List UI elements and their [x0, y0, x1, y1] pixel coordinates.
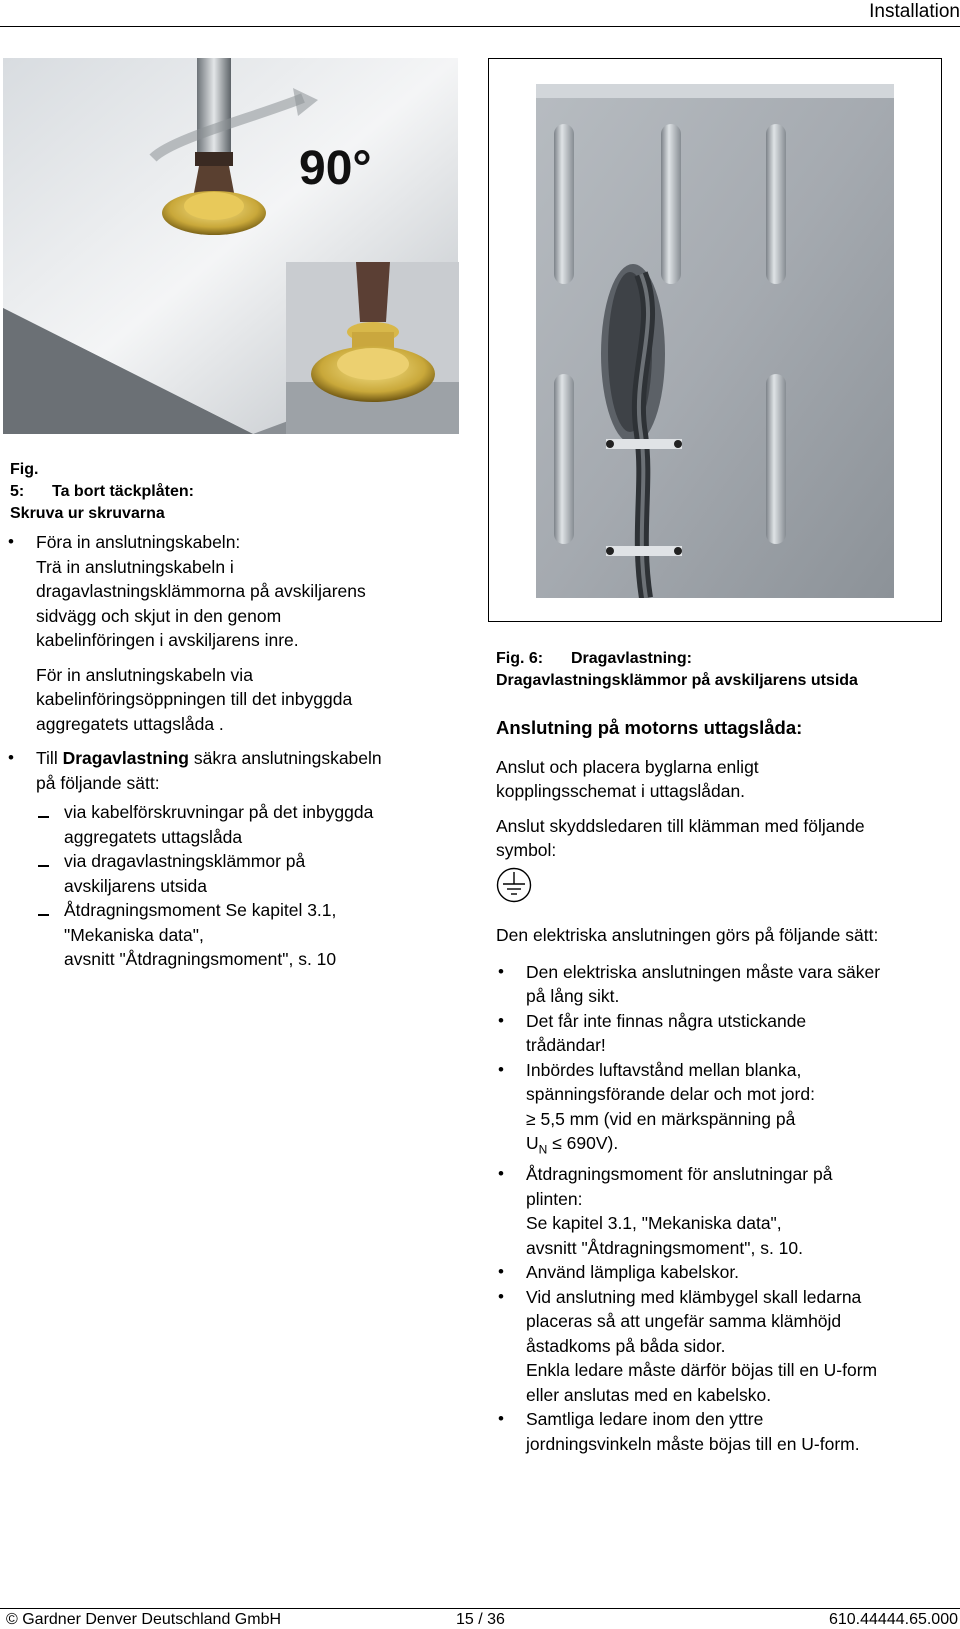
- fig5-angle-label: 90°: [299, 142, 372, 195]
- bullet-list: [496, 960, 958, 1457]
- fig6-caption-num: Fig. 6:: [496, 650, 544, 667]
- list-item: • Använd lämpliga kabelskor.: [496, 1260, 958, 1285]
- list-item: • Den elektriska anslutningen måste vara säker på lång sikt.: [496, 960, 958, 1009]
- fig5-caption: [10, 459, 194, 525]
- bullet-title: • Föra in anslutningskabeln:: [36, 532, 241, 552]
- fig5-inset-illustration: [286, 262, 459, 434]
- footer-page-number: 15 / 36: [456, 1611, 505, 1628]
- bullet-text: dragavlastningsklämmorna på avskiljarens: [36, 581, 366, 601]
- paragraph-line: aggregatets uttagslåda .: [36, 713, 224, 734]
- bullet-text: sidvägg och skjut in den genom: [36, 605, 282, 626]
- header-rule: [0, 26, 960, 27]
- fig5-caption-sub: Skruva ur skruvarna: [10, 505, 165, 522]
- section-heading: Anslutning på motorns uttagslåda:: [496, 717, 803, 738]
- fig6-caption-title: Dragavlastning:: [571, 650, 692, 667]
- dash-list: [6, 800, 466, 972]
- bullet-text: på följande sätt:: [36, 772, 160, 793]
- right-column: [496, 716, 958, 1456]
- paragraph: [6, 663, 466, 737]
- left-column: [6, 530, 466, 972]
- fig5-caption-title: Ta bort täckplåten:: [52, 483, 194, 500]
- paragraph: Anslut och placera byglarna enligt kopplingsschemat i uttagslådan.: [496, 756, 759, 801]
- list-item: • Samtliga ledare inom den yttre jordningsvinkeln måste böjas till en U-form.: [496, 1407, 958, 1456]
- footer-company: © Gardner Denver Deutschland GmbH: [6, 1611, 282, 1628]
- paragraph: Den elektriska anslutningen görs på följande sätt:: [496, 925, 879, 945]
- leq-symbol: ≤: [552, 1133, 562, 1153]
- list-item: [6, 530, 466, 653]
- fig5-caption-num: Fig. 5:: [10, 461, 39, 500]
- bullet-text: säkra anslutningskabeln: [189, 748, 382, 768]
- fig6-photo: [536, 84, 894, 598]
- list-item: • Inbördes luftavstånd mellan blanka, spänningsförande delar och mot jord: ≥ 5,5 mm (vid en märkspänning på $U_N \le 690V$).: [496, 1058, 958, 1163]
- bold-term: Dragavlastning: [62, 748, 190, 768]
- fig5-inset-photo: [286, 262, 459, 434]
- paragraph-line: För in anslutningskabeln via: [36, 664, 253, 685]
- bullet-text: kabelinföringen i avskiljarens inre.: [36, 630, 299, 650]
- list-item: • Vid anslutning med klämbygel skall ledarna placeras så att ungefär samma klämhöjd åstadkoms på båda sidor. Enkla ledare måste därför böjas till en U-form eller anslutas med en kabelsko.: [496, 1285, 958, 1408]
- ground-symbol-icon: [496, 867, 958, 910]
- footer-doc-number: 610.44444.65.000: [828, 1611, 958, 1628]
- header-title: Installation: [869, 1, 960, 22]
- list-item: [6, 746, 466, 795]
- paragraph: Anslut skyddsledaren till klämman med följande symbol:: [496, 815, 865, 860]
- dash-item: via dragavlastningsklämmor på avskiljarens utsida: [36, 849, 466, 898]
- bullet-text: Till: [36, 748, 63, 768]
- paragraph-line: kabelinföringsöppningen till det inbyggda: [36, 689, 353, 709]
- geq-symbol: ≥: [526, 1108, 536, 1129]
- footer-rule: [0, 1608, 960, 1609]
- dash-item: via kabelförskruvningar på det inbyggda aggregatets uttagslåda: [36, 800, 466, 849]
- list-item: • Det får inte finnas några utstickande trådändar!: [496, 1009, 958, 1058]
- page-header: [0, 0, 960, 28]
- bullet-text: Trä in anslutningskabeln i: [36, 556, 234, 577]
- dash-item: Åtdragningsmoment Se kapitel 3.1, "Mekaniska data", avsnitt "Åtdragningsmoment", s. 10: [36, 898, 466, 972]
- fig6-caption-sub: Dragavlastningsklämmor på avskiljarens utsida: [496, 672, 858, 689]
- fig6-illustration: [536, 84, 894, 598]
- list-item: • Åtdragningsmoment för anslutningar på plinten: Se kapitel 3.1, "Mekaniska data", avsnitt "Åtdragningsmoment", s. 10.: [496, 1162, 958, 1260]
- fig6-caption: [496, 648, 858, 692]
